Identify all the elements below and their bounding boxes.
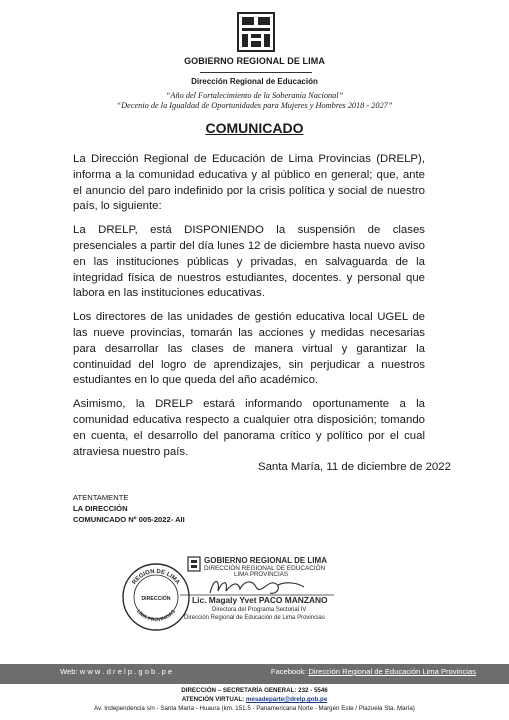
phone-label: DIRECCIÓN – SECRETARÍA GENERAL:: [181, 687, 297, 694]
footer-contact: [0, 686, 509, 713]
facebook-link[interactable]: Dirección Regional de Educación Lima Provincias: [308, 667, 476, 676]
seal-text-bottom: LIMA PROVINCIAS: [135, 608, 177, 624]
year-motto: “Año del Fortalecimiento de la Soberanía Nacional”: [165, 91, 344, 100]
web-label: Web:: [60, 667, 78, 676]
director-signature-stamp: [174, 555, 344, 627]
closing-text: ATENTAMENTE: [73, 493, 129, 502]
stamp-name: Lic. Magaly Yvet PACO MANZANO: [192, 595, 328, 605]
document-body: [73, 152, 425, 468]
footer-bar: [0, 664, 509, 684]
web-link[interactable]: w w w . d r e l p . g o b . p e: [79, 667, 173, 676]
signatory: LA DIRECCIÓN: [73, 504, 128, 513]
signature-block: [73, 492, 185, 525]
document-title: COMUNICADO: [205, 120, 304, 136]
stamp-position: Directora del Programa Sectorial IV: [212, 607, 307, 613]
address: Av. Independencia s/n - Santa María - Huaura (km. 151.5 - Panamericana Norte - Margen Este / Plazuela Sta. María): [94, 705, 415, 712]
svg-text:LIMA PROVINCIAS: [135, 608, 177, 623]
paragraph: Los directores de las unidades de gestión educativa local UGEL de las nueve provincias, tomarán las acciones y medidas necesarias para desarrollar las clases de manera virtual y garantizar la continuidad del logro de aprendizajes, sin perjudicar a nuestros estudiantes en lo que queda del año académico.: [73, 311, 425, 387]
stamp-institution: Dirección Regional de Educación de Lima Provincias: [184, 615, 325, 621]
header-divider: [200, 72, 312, 73]
email-link[interactable]: mesadeparte@drelp.gob.pe: [245, 696, 328, 703]
phone-value: 232 - 5546: [298, 687, 328, 694]
regional-government-logo-icon: [237, 12, 275, 52]
stamp-header-line-2: DIRECCIÓN REGIONAL DE EDUCACIÓN: [204, 565, 326, 572]
footer-facebook: [271, 667, 476, 676]
handwritten-signature-icon: [210, 582, 304, 594]
footer-web: [60, 667, 172, 676]
paragraph: La Dirección Regional de Educación de Lima Provincias (DRELP), informa a la comunidad educativa y al público en general; que, ante el anuncio del paro indefinido por la crisis política y social de nuestro país, lo siguiente:: [73, 153, 425, 213]
paragraph: La DRELP, está DISPONIENDO la suspensión de clases presenciales a partir del día lunes 12 de diciembre hasta nuevo aviso en las instituciones públicas y privadas, en salvaguarda de la integridad física de nuestros estudiantes, docentes. y personal que labora en las instituciones educativas.: [73, 224, 425, 300]
seal-text-mid: DIRECCIÓN: [141, 596, 171, 602]
stamp-header-line-3: LIMA PROVINCIAS: [234, 571, 288, 578]
decade-motto: “Decenio de la Igualdad de Oportunidades para Mujeres y Hombres 2018 - 2027”: [116, 101, 393, 110]
virtual-attention-label: ATENCIÓN VIRTUAL:: [181, 696, 245, 703]
seal-text-top: REGION DE LIMA: [131, 568, 181, 586]
paragraph: Asimismo, la DRELP estará informando oportunamente a la comunidad educativa respecto a cualquier otra disposición; tomando en cuenta, el desarrollo del panorama crítico y político por el cual atraviesa nuestro país.: [73, 398, 425, 458]
org-name: GOBIERNO REGIONAL DE LIMA: [184, 56, 325, 66]
stamp-header-line-1: GOBIERNO REGIONAL DE LIMA: [204, 556, 327, 565]
facebook-label: Facebook:: [270, 667, 307, 676]
document-reference: COMUNICADO Nº 005-2022- AII: [73, 515, 185, 524]
document-date: Santa María, 11 de diciembre de 2022: [258, 461, 451, 473]
department-name: Dirección Regional de Educación: [191, 77, 318, 86]
